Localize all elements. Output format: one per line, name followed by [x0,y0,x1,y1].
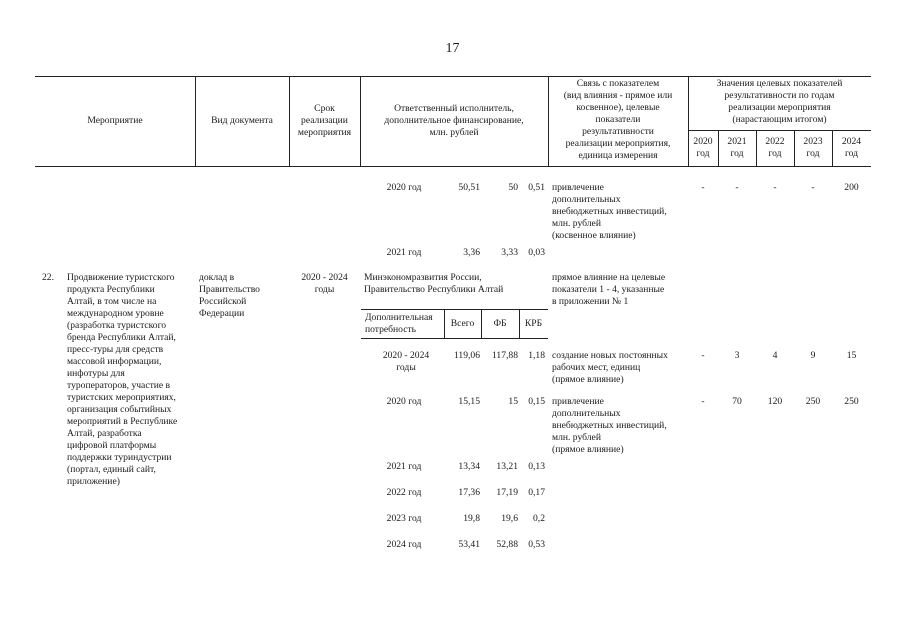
fin-krb: 0,2 [533,513,545,524]
value-2022: 4 [772,350,778,361]
header-indicator-link: Связь с показателем (вид влияния - прямое или косвенное), целевые показатели результативности реализации мероприятия, единица измерения [563,78,673,161]
row-number: 22. [42,272,54,283]
value-2024: 15 [846,350,857,361]
header-event: Мероприятие [87,115,143,126]
value-2020: - [701,350,705,361]
responsible-executor: Минэкономразвития России, Правительство Республики Алтай [364,272,504,295]
fin-fb: 117,88 [491,350,518,361]
fin-krb: 0,17 [528,487,545,498]
fin-total: 119,06 [453,350,480,361]
fin-krb: 0,51 [528,182,545,193]
table-header-bottom-rule [35,166,871,167]
fin-total: 17,36 [458,487,480,498]
table-top-rule [35,76,871,77]
fin-total: 19,8 [463,513,480,524]
header-year: 2022 год [765,136,785,159]
direct-influence-text: прямое влияние на целевые показатели 1 - 4, указанные в приложении № 1 [552,272,666,307]
fin-krb: 0,03 [528,247,545,258]
years-subheader-rule [688,130,871,131]
value-2024: 200 [844,182,859,193]
fin-krb: 0,53 [528,539,545,550]
fin-total: 15,15 [458,396,480,407]
header-responsible: Ответственный исполнитель, дополнительное финансирование, млн. рублей [384,103,524,138]
value-2022: - [773,182,777,193]
value-2023: - [811,182,815,193]
fin-header-krb: КРБ [524,318,543,329]
document-type: доклад в Правительство Российской Федерации [199,272,260,319]
fin-header-total: Всего [450,318,475,329]
fin-period: 2021 год [386,247,422,258]
fin-fb: 52,88 [496,539,518,550]
indicator-text: привлечение дополнительных внебюджетных инвестиций, млн. рублей (прямое влияние) [552,396,667,455]
fin-krb: 1,18 [528,350,545,361]
fin-fb: 3,33 [501,247,518,258]
fin-total: 3,36 [463,247,480,258]
fin-fb: 17,19 [496,487,518,498]
fin-total: 50,51 [458,182,480,193]
fin-period: 2022 год [386,487,422,498]
fin-fb: 13,21 [496,461,518,472]
fin-period: 2020 год [386,396,422,407]
value-2021: 70 [732,396,742,407]
value-2021: 3 [734,350,740,361]
header-year: 2021 год [727,136,747,159]
header-target-values: Значения целевых показателей результативности по годам реализации мероприятия (нарастающим итогом) [716,78,843,125]
indicator-text: привлечение дополнительных внебюджетных инвестиций, млн. рублей (косвенное влияние) [552,182,667,241]
fin-header-fb: ФБ [493,318,507,329]
value-2022: 120 [767,396,783,407]
fin-period: 2024 год [386,539,422,550]
event-description: Продвижение туристского продукта Республики Алтай, в том числе на международном уровне (разработка туристского бренда Республики Алтай, пресс-туры для средств массовой информации, инфотуры для туроператоров, участие в туристских мероприятиях, организация событийных мероприятий в Республике Алтай, разработка цифровой платформы поддержки туриндустрии (портал, единый сайт, приложение) [67,272,178,487]
fin-subtable-rule [361,338,548,339]
header-document: Вид документа [211,115,273,126]
value-2023: 250 [805,396,821,407]
fin-header-need: Дополнительная потребность [365,312,433,335]
value-2023: 9 [810,350,816,361]
fin-period: 2023 год [386,513,422,524]
fin-fb: 50 [508,182,518,193]
fin-period: 2021 год [386,461,422,472]
page-number: 17 [445,41,460,56]
fin-fb: 19,6 [501,513,518,524]
fin-period: 2020 - 2024 годы [382,350,430,373]
fin-krb: 0,15 [528,396,545,407]
header-year: 2024 год [841,136,862,159]
fin-total: 13,34 [458,461,480,472]
header-term: Срок реализации мероприятия [297,103,352,138]
fin-period: 2020 год [386,182,422,193]
fin-krb: 0,13 [528,461,545,472]
value-2021: - [735,182,739,193]
fin-fb: 15 [508,396,518,407]
fin-total: 53,41 [458,539,480,550]
header-year: 2023 год [803,136,823,159]
header-year: 2020 год [693,136,713,159]
value-2020: - [701,182,705,193]
value-2024: 250 [844,396,859,407]
value-2020: - [701,396,705,407]
indicator-text: создание новых постоянных рабочих мест, единиц (прямое влияние) [552,350,668,385]
implementation-term: 2020 - 2024 годы [301,272,348,295]
